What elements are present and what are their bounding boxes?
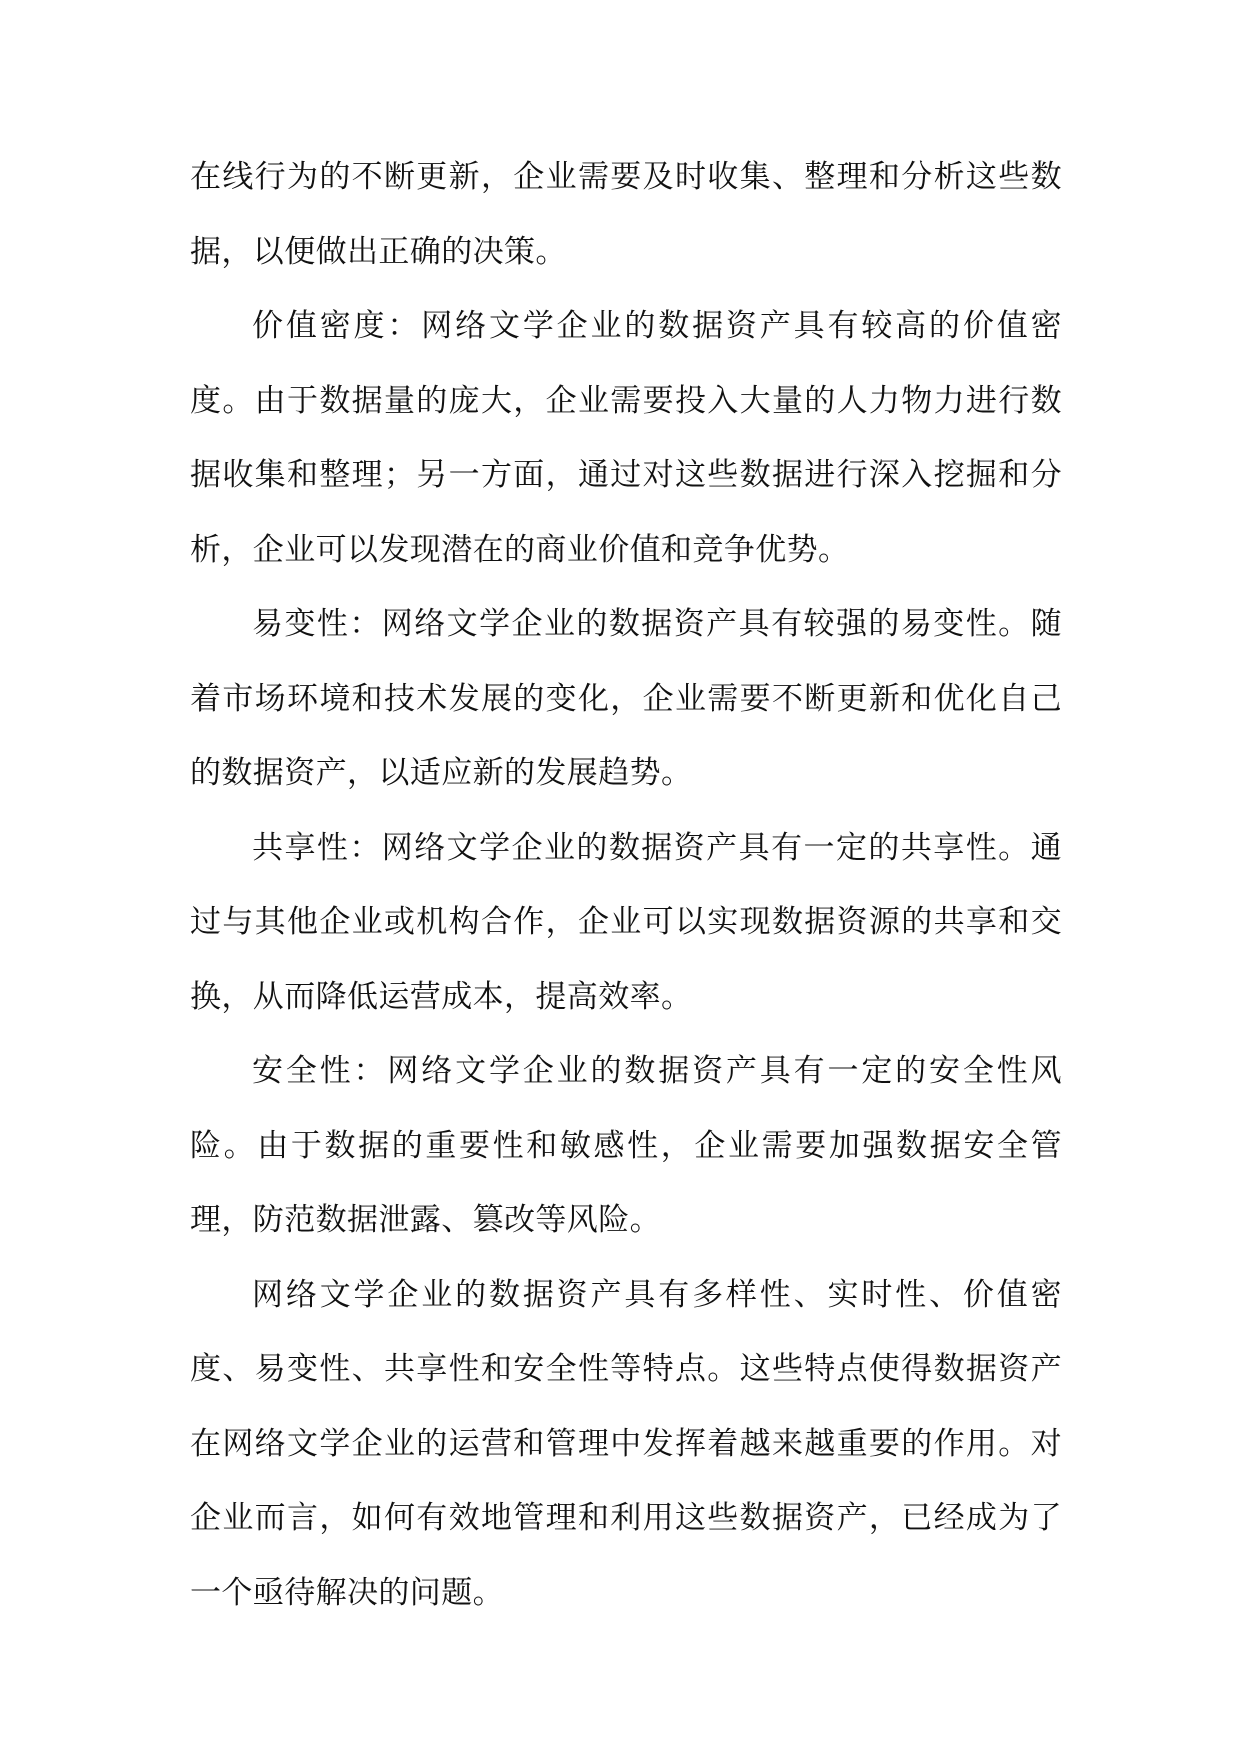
paragraph-volatility: 易变性：网络文学企业的数据资产具有较强的易变性。随着市场环境和技术发展的变化，企业需要不断更新和优化自己的数据资产，以适应新的发展趋势。 xyxy=(190,606,1062,791)
paragraph-security: 安全性：网络文学企业的数据资产具有一定的安全性风险。由于数据的重要性和敏感性，企业需要加强数据安全管理，防范数据泄露、篡改等风险。 xyxy=(190,1053,1062,1238)
paragraph-value-density: 价值密度：网络文学企业的数据资产具有较高的价值密度。由于数据量的庞大，企业需要投入大量的人力物力进行数据收集和整理；另一方面，通过对这些数据进行深入挖掘和分析，企业可以发现潜在的商业价值和竞争优势。 xyxy=(190,308,1062,568)
paragraph-sharing: 共享性：网络文学企业的数据资产具有一定的共享性。通过与其他企业或机构合作，企业可以实现数据资源的共享和交换，从而降低运营成本，提高效率。 xyxy=(190,829,1062,1015)
paragraph-summary: 网络文学企业的数据资产具有多样性、实时性、价值密度、易变性、共享性和安全性等特点。这些特点使得数据资产在网络文学企业的运营和管理中发挥着越来越重要的作用。对企业而言，如何有效地管理和利用这些数据资产，已经成为了一个亟待解决的问题。 xyxy=(190,1276,1062,1611)
document-body xyxy=(190,140,1062,1630)
paragraph-continuation: 在线行为的不断更新，企业需要及时收集、整理和分析这些数据，以便做出正确的决策。 xyxy=(190,159,1062,270)
